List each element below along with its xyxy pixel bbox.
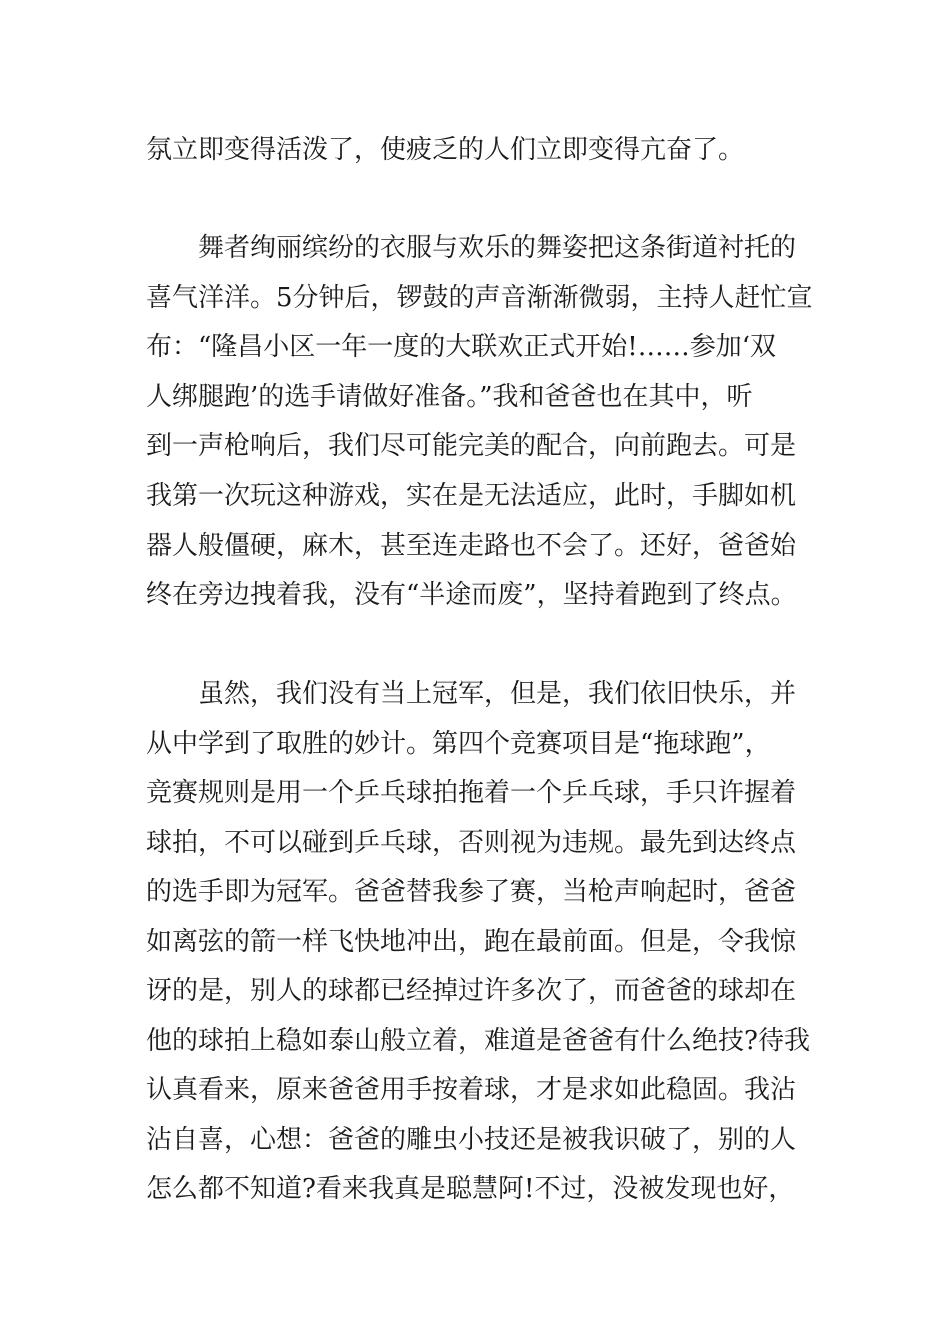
paragraph-line: 终在旁边拽着我，没有“半途而废”，坚持着跑到了终点。 — [146, 580, 797, 610]
paragraph-line: 怎么都不知道?看来我真是聪慧阿!不过，没被发现也好， — [146, 1174, 795, 1204]
paragraph-line: 如离弦的箭一样飞快地冲出，跑在最前面。但是，令我惊 — [146, 927, 797, 957]
paragraph-line: 讶的是，别人的球都已经掉过许多次了，而爸爸的球却在 — [146, 976, 797, 1006]
paragraph-line: 他的球拍上稳如泰山般立着，难道是爸爸有什么绝技?待我 — [146, 1026, 810, 1056]
paragraph-line: 器人般僵硬，麻木，甚至连走路也不会了。还好，爸爸始 — [146, 531, 797, 561]
paragraph-line: 我第一次玩这种游戏，实在是无法适应，此时，手脚如机 — [146, 481, 797, 511]
paragraph-line: 球拍，不可以碰到乒乓球，否则视为违规。最先到达终点 — [146, 828, 797, 858]
paragraph-line: 认真看来，原来爸爸用手按着球，才是求如此稳固。我沾 — [146, 1075, 797, 1105]
paragraph-line: 竞赛规则是用一个乒乓球拍拖着一个乒乓球，手只许握着 — [146, 778, 797, 808]
paragraph-line: 到一声枪响后，我们尽可能完美的配合，向前跑去。可是 — [146, 431, 797, 461]
paragraph-line: 喜气洋洋。5分钟后，锣鼓的声音渐渐微弱，主持人赶忙宣 — [146, 283, 813, 313]
paragraph-line: 从中学到了取胜的妙计。第四个竞赛项目是“拖球跑”， — [146, 729, 771, 759]
paragraph-line: 舞者绚丽缤纷的衣服与欢乐的舞姿把这条街道衬托的 — [198, 233, 797, 263]
paragraph-line: 虽然，我们没有当上冠军，但是，我们依旧快乐，并 — [198, 679, 797, 709]
paragraph-line: 布：“隆昌小区一年一度的大联欢正式开始!……参加‘双 — [146, 332, 777, 362]
paragraph-line: 沾自喜，心想：爸爸的雕虫小技还是被我识破了，别的人 — [146, 1125, 797, 1155]
paragraph-line: 的选手即为冠军。爸爸替我参了赛，当枪声响起时，爸爸 — [146, 877, 797, 907]
paragraph-line: 人绑腿跑’的选手请做好准备。”我和爸爸也在其中，听 — [146, 382, 753, 412]
paragraph-line: 氛立即变得活泼了，使疲乏的人们立即变得亢奋了。 — [146, 135, 745, 165]
